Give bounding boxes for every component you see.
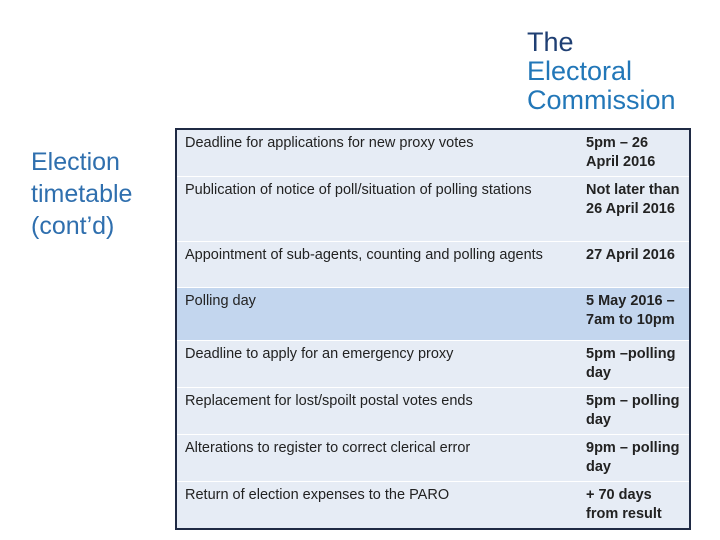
page-title-line-2: timetable <box>31 180 133 208</box>
row-description: Return of election expenses to the PARO <box>176 482 578 530</box>
row-deadline: 5 May 2016 – 7am to 10pm <box>578 288 690 341</box>
row-deadline: 5pm – polling day <box>578 388 690 435</box>
table-row <box>176 482 690 530</box>
row-description: Deadline to apply for an emergency proxy <box>176 341 578 388</box>
table-row <box>176 177 690 242</box>
row-description: Appointment of sub-agents, counting and polling agents <box>176 242 578 288</box>
electoral-commission-logo <box>527 28 676 115</box>
table-row <box>176 129 690 177</box>
table-row <box>176 341 690 388</box>
table-row <box>176 242 690 288</box>
row-deadline: + 70 days from result <box>578 482 690 530</box>
table-row <box>176 388 690 435</box>
table-row <box>176 435 690 482</box>
row-description: Replacement for lost/spoilt postal votes ends <box>176 388 578 435</box>
page-title-line-1: Election <box>31 148 120 176</box>
page-title <box>31 146 132 242</box>
election-timetable-table <box>175 128 691 530</box>
row-deadline: 5pm – 26 April 2016 <box>578 129 690 177</box>
table-row-polling-day <box>176 288 690 341</box>
row-deadline: Not later than 26 April 2016 <box>578 177 690 242</box>
logo-line-commission: Commission <box>527 85 676 115</box>
row-deadline: 9pm – polling day <box>578 435 690 482</box>
row-description: Deadline for applications for new proxy votes <box>176 129 578 177</box>
logo-line-electoral: Electoral <box>527 56 633 86</box>
row-deadline: 5pm –polling day <box>578 341 690 388</box>
logo-line-the: The <box>527 27 574 57</box>
row-deadline: 27 April 2016 <box>578 242 690 288</box>
row-description: Alterations to register to correct clerical error <box>176 435 578 482</box>
row-description: Polling day <box>176 288 578 341</box>
page-title-line-3: (cont’d) <box>31 212 115 240</box>
row-description: Publication of notice of poll/situation of polling stations <box>176 177 578 242</box>
